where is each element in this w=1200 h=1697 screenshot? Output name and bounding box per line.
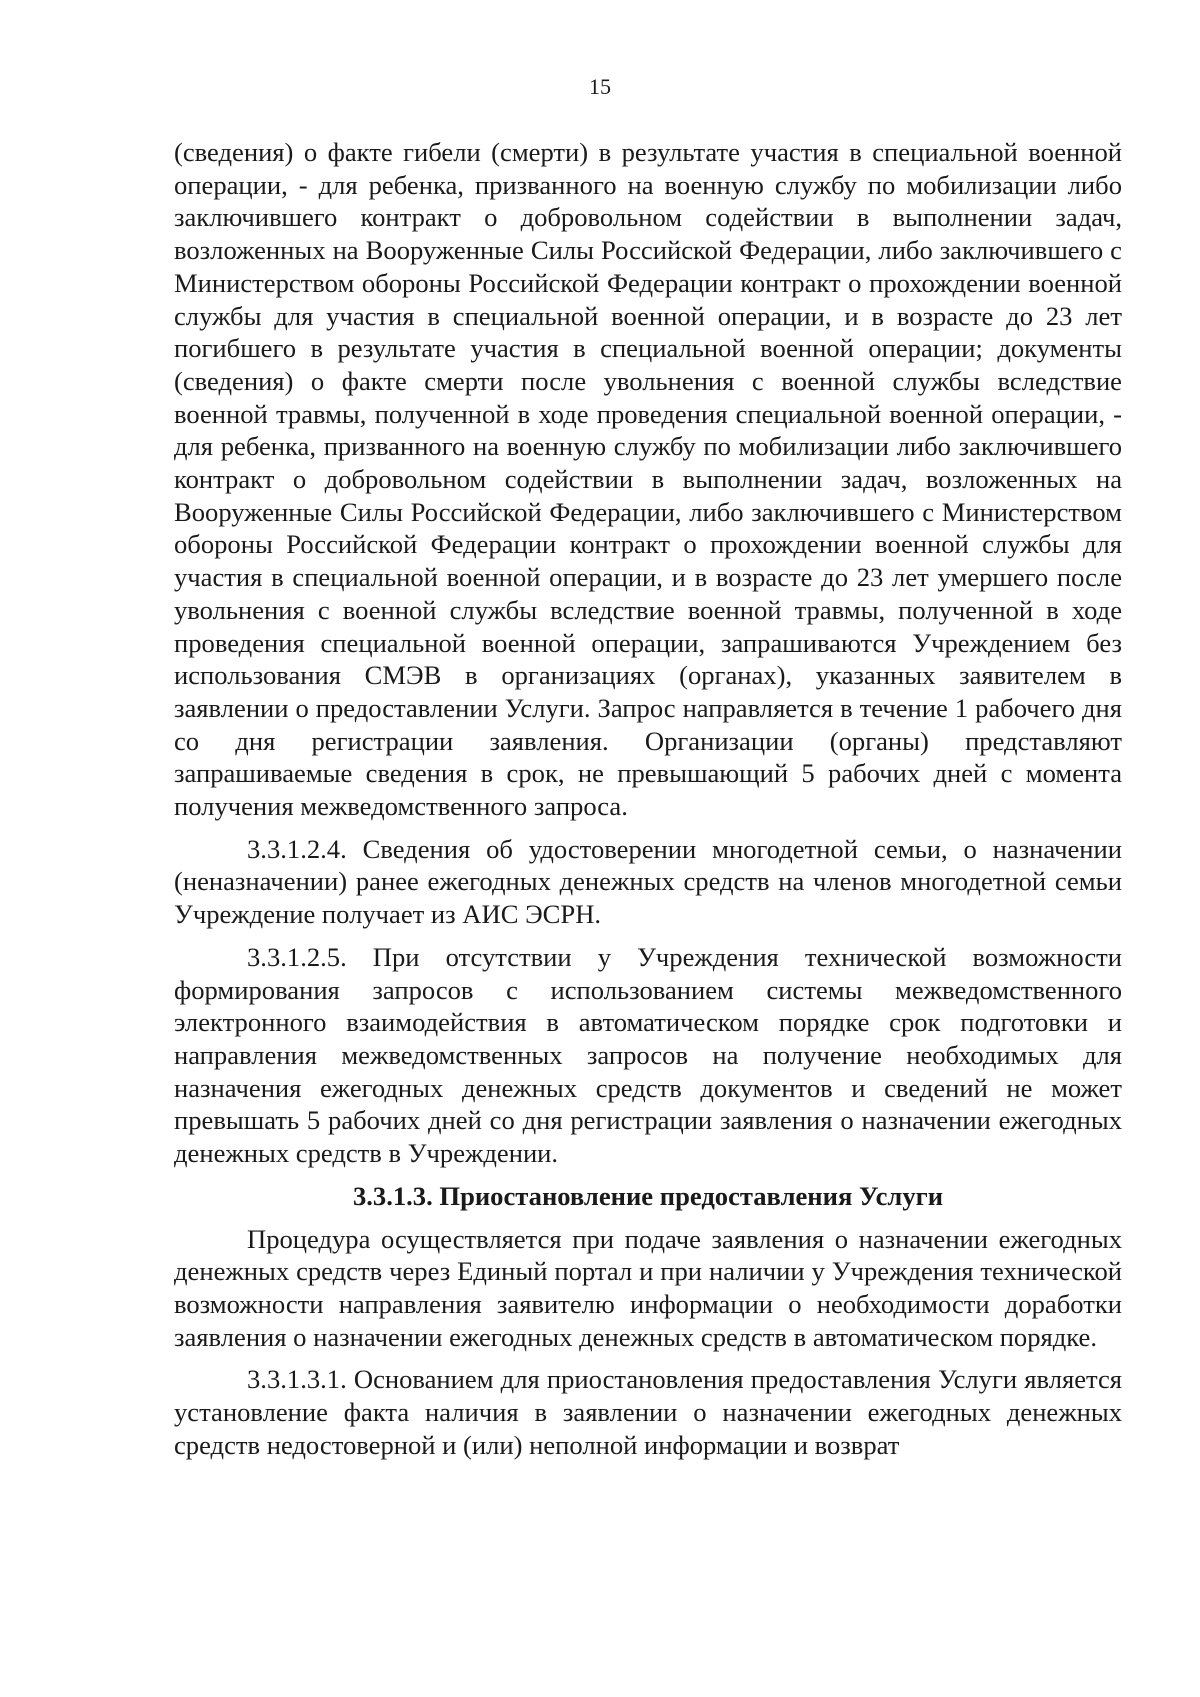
paragraph-3-3-1-3-1: 3.3.1.3.1. Основанием для приостановления предоставления Услуги является установление факта наличия в заявлении о назначении ежегодных денежных средств недостоверной и (или) неполной информации и возврат	[174, 1364, 1122, 1460]
document-body	[174, 136, 1122, 1471]
paragraph-procedure: Процедура осуществляется при подаче заявления о назначении ежегодных денежных средств через Единый портал и при наличии у Учреждения технической возможности направления заявителю информации о необходимости доработки заявления о назначении ежегодных денежных средств в автоматическом порядке.	[174, 1223, 1122, 1352]
page-number: 15	[589, 74, 611, 99]
paragraph-3-3-1-2-4: 3.3.1.2.4. Сведения об удостоверении многодетной семьи, о назначении (неназначении) ранее ежегодных денежных средств на членов многодетной семьи Учреждение получает из АИС ЭСРН.	[174, 833, 1122, 930]
section-heading-3-3-1-3: 3.3.1.3. Приостановление предоставления Услуги	[352, 1180, 944, 1211]
paragraph-continuation: (сведения) о факте гибели (смерти) в результате участия в специальной военной операции, - для ребенка, призванного на военную службу по мобилизации либо заключившего контракт о добровольном содействии в выполнении задач, возложенных на Вооруженные Силы Российской Федерации, либо заключившего с Министерством обороны Российской Федерации контракт о прохождении военной службы для участия в специальной военной операции, и в возрасте до 23 лет погибшего в результате участия в специальной военной операции; документы (сведения) о факте смерти после увольнения с военной службы вследствие военной травмы, полученной в ходе проведения специальной военной операции, - для ребенка, призванного на военную службу по мобилизации либо заключившего контракт о добровольном содействии в выполнении задач, возложенных на Вооруженные Силы Российской Федерации, либо заключившего с Министерством обороны Российской Федерации контракт о прохождении военной службы для участия в специальной военной операции, и в возрасте до 23 лет умершего после увольнения с военной службы вследствие военной травмы, полученной в ходе проведения специальной военной операции, запрашиваются Учреждением без использования СМЭВ в организациях (органах), указанных заявителем в заявлении о предоставлении Услуги. Запрос направляется в течение 1 рабочего дня со дня регистрации заявления. Организации (органы) представляют запрашиваемые сведения в срок, не превышающий 5 рабочих дней с момента получения межведомственного запроса.	[174, 137, 1122, 822]
paragraph-3-3-1-2-5: 3.3.1.2.5. При отсутствии у Учреждения технической возможности формирования запросов с использованием системы межведомственного электронного взаимодействия в автоматическом порядке срок подготовки и направления межведомственных запросов на получение необходимых для назначения ежегодных денежных средств документов и сведений не может превышать 5 рабочих дней со дня регистрации заявления о назначении ежегодных денежных средств в Учреждении.	[174, 941, 1122, 1169]
